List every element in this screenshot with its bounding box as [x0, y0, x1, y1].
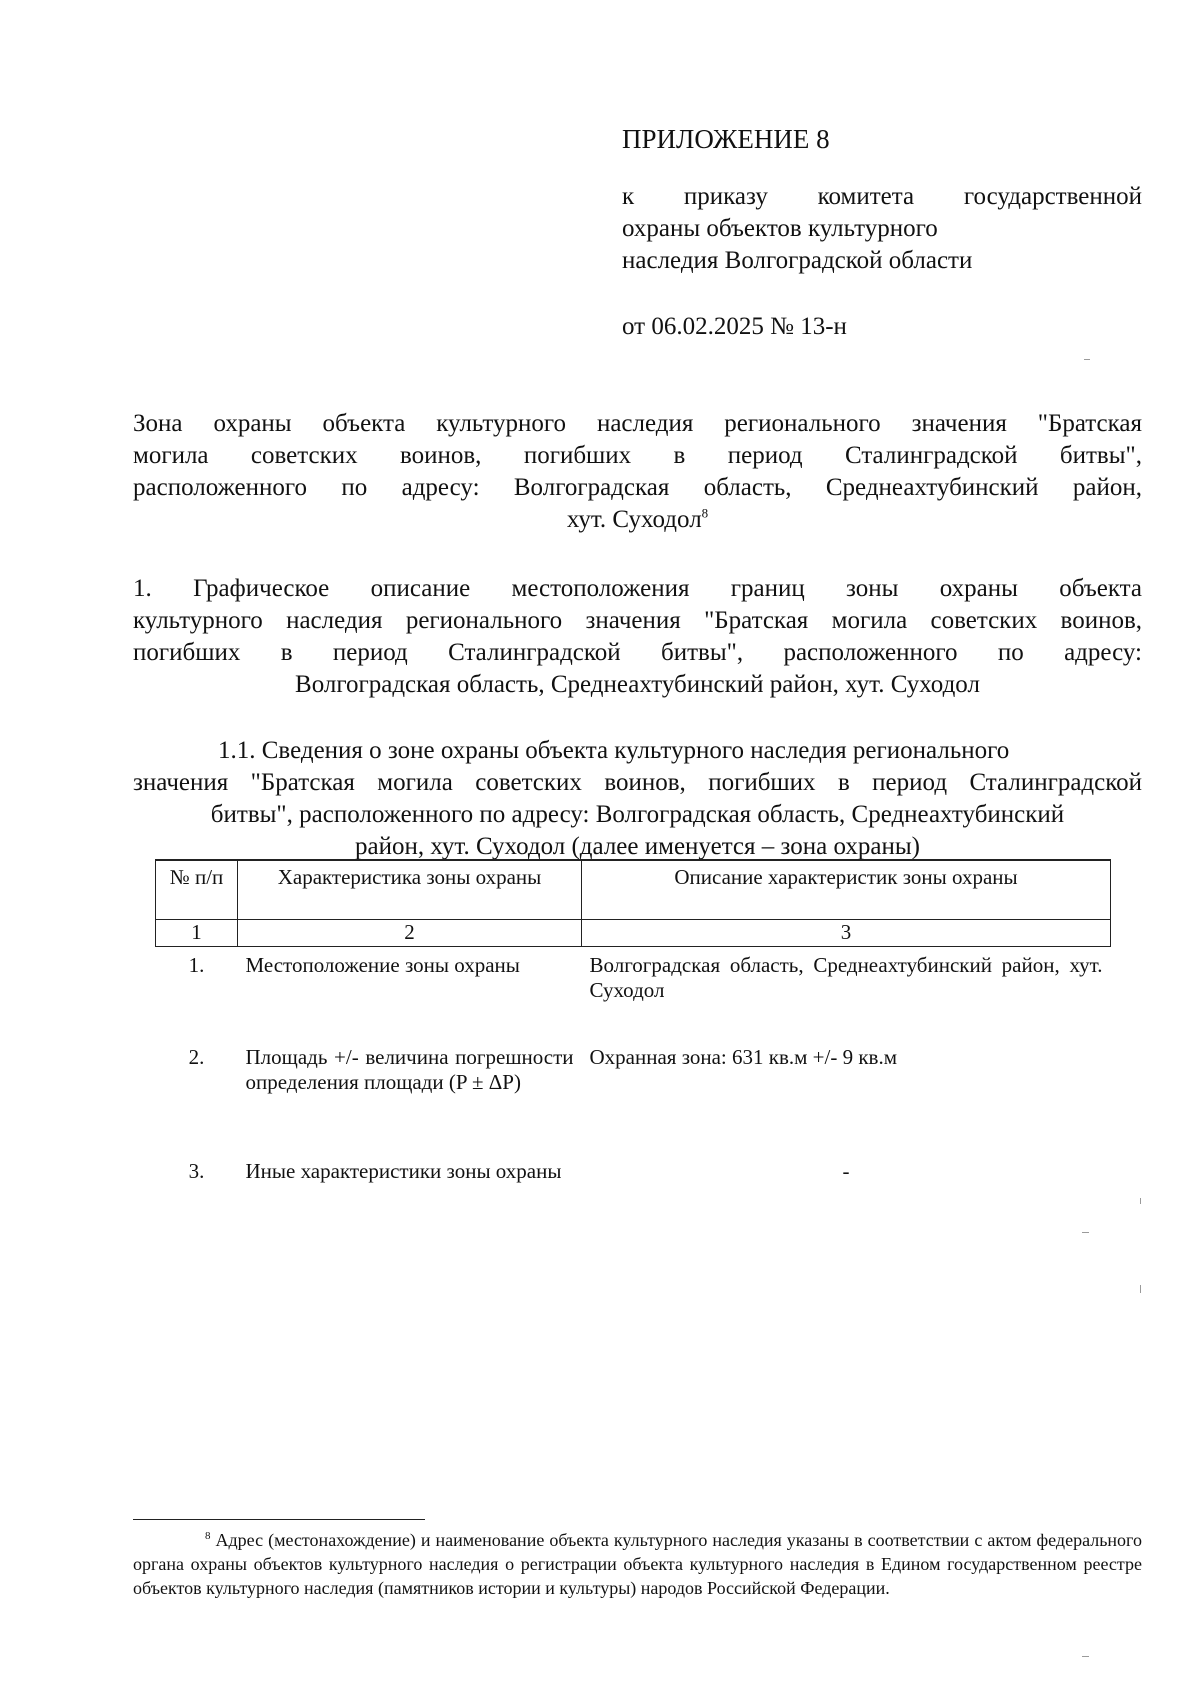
row-characteristic: Местоположение зоны охраны — [245, 953, 520, 977]
footnote — [133, 1528, 1142, 1600]
row-description: - — [842, 1159, 850, 1183]
section-1-line: культурного наследия регионального значения "Братская могила советских воинов, — [133, 607, 1142, 634]
row-characteristic: Иные характеристики зоны охраны — [245, 1159, 562, 1183]
row-description: Волгоградская область, Среднеахтубинский район, хут. Суходол — [589, 953, 1103, 1002]
scan-speck — [1082, 1232, 1089, 1233]
zone-characteristics-table — [155, 859, 1110, 1239]
section-1-1-heading — [133, 735, 1142, 863]
section-1-1-line: 1.1. Сведения о зоне охраны объекта культурного наследия регионального — [218, 737, 1010, 764]
table-row — [156, 947, 1111, 1040]
section-1-1-line: значения "Братская могила советских воинов, погибших в период Сталинградской — [133, 769, 1142, 796]
order-reference-line: наследия Волгоградской области — [622, 247, 973, 274]
table-header-row — [156, 860, 1111, 920]
footnote-separator — [133, 1519, 425, 1520]
row-description: Охранная зона: 631 кв.м +/- 9 кв.м — [589, 1045, 897, 1069]
zone-title-line: расположенного по адресу: Волгоградская область, Среднеахтубинский район, — [133, 474, 1142, 501]
footnote-text: Адрес (местонахождение) и наименование объекта культурного наследия указаны в соответствии с актом федерального органа охраны объектов культурного наследия о регистрации объекта культурного наследия в Едином государственном реестре объектов культурного наследия (памятников истории и культуры) народов Российской Федерации. — [133, 1530, 1142, 1598]
header-number: № п/п — [156, 860, 238, 920]
table-row — [156, 1039, 1111, 1153]
scan-speck — [1084, 359, 1090, 360]
order-date-number: от 06.02.2025 № 13-н — [622, 313, 847, 340]
section-1-heading — [133, 573, 1142, 701]
section-1-line: Волгоградская область, Среднеахтубинский район, хут. Суходол — [295, 671, 980, 698]
row-number: 2. — [188, 1045, 205, 1069]
section-1-line: 1. Графическое описание местоположения границ зоны охраны объекта — [133, 575, 1142, 602]
row-characteristic: Площадь +/- величина погрешности определения площади (P ± ΔP) — [245, 1045, 574, 1094]
order-reference-line: к приказу комитета государственной — [622, 183, 1142, 210]
appendix-title: ПРИЛОЖЕНИЕ 8 — [622, 124, 830, 154]
footnote-reference[interactable]: 8 — [701, 505, 709, 521]
footnote-mark: 8 — [205, 1530, 211, 1542]
header-characteristic: Характеристика зоны охраны — [238, 860, 582, 920]
scan-speck — [1140, 1285, 1141, 1293]
table — [155, 859, 1111, 1239]
table-column-numbers-row — [156, 920, 1111, 947]
zone-title-settlement: хут. Суходол — [566, 506, 702, 533]
table-row — [156, 1153, 1111, 1239]
column-number: 2 — [238, 920, 582, 947]
scan-speck — [1140, 1198, 1141, 1204]
header-description: Описание характеристик зоны охраны — [582, 860, 1111, 920]
order-reference-line: охраны объектов культурного — [622, 215, 938, 242]
zone-title-line: могила советских воинов, погибших в период Сталинградской битвы", — [133, 442, 1142, 469]
section-1-1-line: битвы", расположенного по адресу: Волгоградская область, Среднеахтубинский — [210, 801, 1065, 828]
row-number: 1. — [188, 953, 205, 977]
zone-title-line: Зона охраны объекта культурного наследия регионального значения "Братская — [133, 410, 1142, 437]
row-number: 3. — [188, 1159, 205, 1183]
zone-title-line-last — [133, 504, 1142, 536]
zone-title — [133, 408, 1142, 536]
appendix-order-reference — [622, 181, 1142, 277]
section-1-line: погибших в период Сталинградской битвы", расположенного по адресу: — [133, 639, 1142, 666]
column-number: 3 — [582, 920, 1111, 947]
scan-speck — [1082, 1656, 1089, 1657]
section-1-1-line: район, хут. Суходол (далее именуется – зона охраны) — [355, 833, 920, 860]
column-number: 1 — [156, 920, 238, 947]
